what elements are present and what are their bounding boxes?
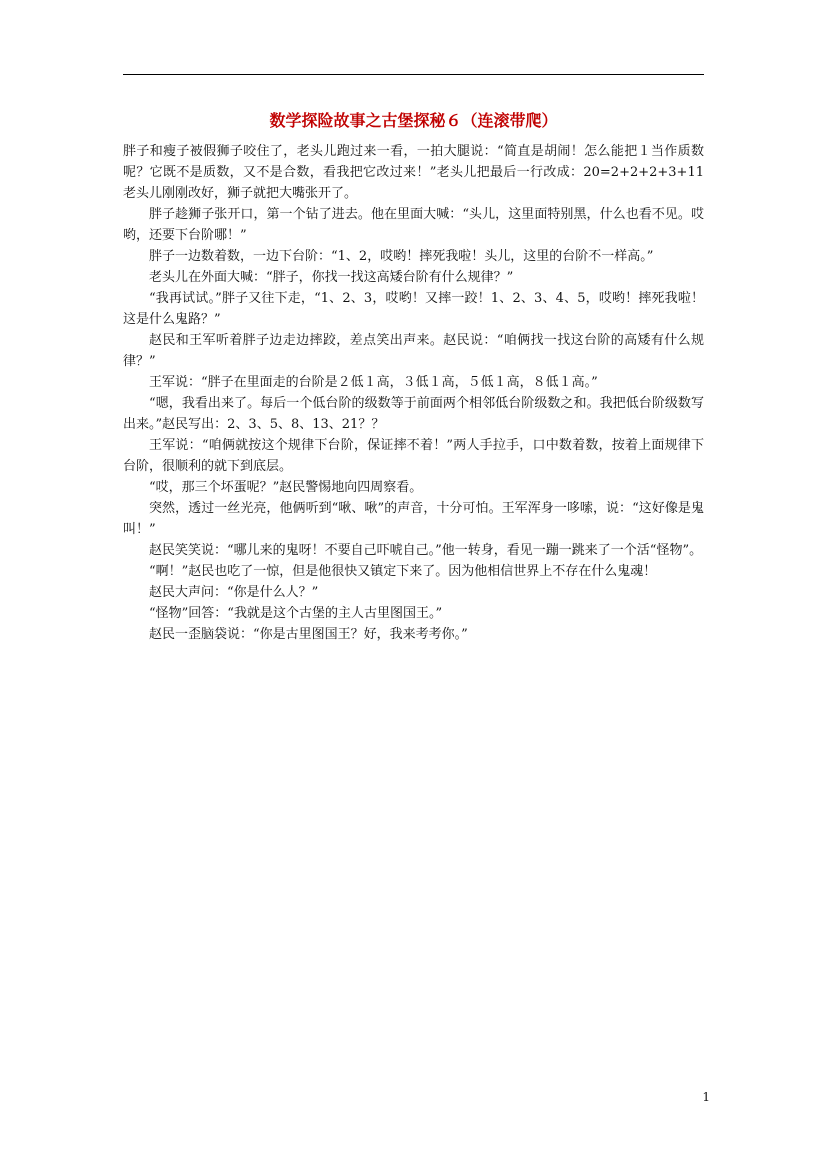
paragraph: 胖子和瘦子被假狮子咬住了，老头儿跑过来一看，一拍大腿说：“简直是胡闹！怎么能把１当作质数呢？它既不是质数，又不是合数，看我把它改过来！”老头儿把最后一行改成：20=2+2+2+3+11老头儿刚刚改好，狮子就把大嘴张开了。 bbox=[123, 144, 704, 201]
paragraph: 赵民和王军听着胖子边走边摔跤，差点笑出声来。赵民说：“咱俩找一找这台阶的高矮有什么规律？” bbox=[123, 333, 704, 369]
paragraph: 赵民一歪脑袋说：“你是古里图国王？好，我来考考你。” bbox=[149, 627, 468, 642]
paragraph: “我再试试。”胖子又往下走，“1、2、3，哎哟！又摔一跤！1、2、3、4、5，哎哟！摔死我啦！这是什么鬼路？” bbox=[123, 291, 704, 327]
page-number: 1 bbox=[702, 1090, 710, 1104]
paragraph: 突然，透过一丝光亮，他俩听到“啾、啾”的声音，十分可怕。王军浑身一哆嗦，说：“这好像是鬼叫！” bbox=[123, 501, 704, 537]
paragraph: “哎，那三个坏蛋呢？”赵民警惕地向四周察看。 bbox=[149, 480, 423, 495]
paragraph: 胖子趁狮子张开口，第一个钻了进去。他在里面大喊：“头儿，这里面特别黑，什么也看不见。哎哟，还要下台阶哪！” bbox=[123, 207, 704, 243]
paragraph: 赵民笑笑说：“哪儿来的鬼呀！不要自己吓唬自己。”他一转身，看见一蹦一跳来了一个活“怪物”。 bbox=[149, 543, 703, 558]
paragraph: 赵民大声问：“你是什么人？” bbox=[149, 585, 319, 600]
paragraph: 胖子一边数着数，一边下台阶：“1、2，哎哟！摔死我啦！头儿，这里的台阶不一样高。” bbox=[149, 249, 654, 264]
document-body bbox=[123, 141, 704, 645]
paragraph: “嗯，我看出来了。每后一个低台阶的级数等于前面两个相邻低台阶级数之和。我把低台阶级数写出来。”赵民写出：2、3、5、8、13、21？？ bbox=[123, 396, 704, 432]
paragraph: 王军说：“咱俩就按这个规律下台阶，保证摔不着！”两人手拉手，口中数着数，按着上面规律下台阶，很顺利的就下到底层。 bbox=[123, 438, 704, 474]
paragraph: 王军说：“胖子在里面走的台阶是２低１高，３低１高，５低１高，８低１高。” bbox=[149, 375, 598, 390]
header-rule bbox=[123, 74, 704, 75]
document-title: 数学探险故事之古堡探秘６（连滚带爬） bbox=[269, 111, 558, 130]
paragraph: 老头儿在外面大喊：“胖子，你找一找这高矮台阶有什么规律？” bbox=[149, 270, 514, 285]
paragraph: “怪物”回答：“我就是这个古堡的主人古里图国王。” bbox=[149, 606, 443, 621]
paragraph: “啊！”赵民也吃了一惊，但是他很快又镇定下来了。因为他相信世界上不存在什么鬼魂！ bbox=[149, 564, 657, 579]
